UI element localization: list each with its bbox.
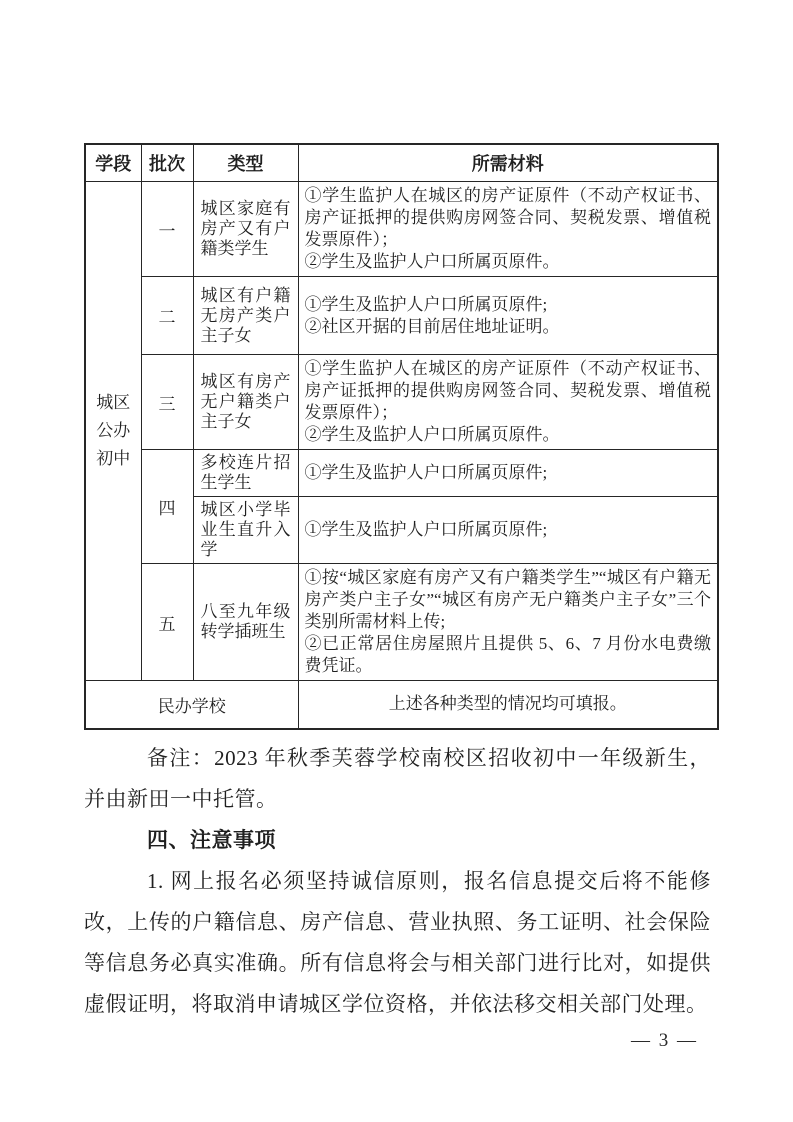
batch-cell: 三 — [141, 355, 193, 450]
material-item: ①学生及监护人户口所属页原件; — [304, 294, 548, 314]
material-item: ②学生及监护人户口所属页原件。 — [304, 425, 560, 444]
batch-cell: 二 — [141, 277, 193, 355]
batch-cell: 一 — [141, 182, 193, 277]
type-cell: 城区有户籍无房产类户主子女 — [193, 277, 298, 355]
materials-cell: 上述各种类型的情况均可填报。 — [298, 681, 718, 729]
page-number: — 3 — — [631, 1030, 698, 1051]
private-school-cell: 民办学校 — [85, 681, 298, 729]
materials-cell — [298, 564, 718, 681]
table-row — [85, 564, 718, 681]
type-cell: 多校连片招生学生 — [193, 450, 298, 497]
batch-cell: 四 — [141, 450, 193, 564]
materials-cell — [298, 450, 718, 497]
type-cell: 城区小学毕业生直升入学 — [193, 497, 298, 564]
material-item: ①学生及监护人户口所属页原件; — [304, 463, 548, 482]
material-item: ①学生监护人在城区的房产证原件（不动产权证书、房产证抵押的提供购房网签合同、契税发票、增值税发票原件）； — [304, 359, 711, 422]
table-row — [85, 277, 718, 355]
stage-cell: 城区公办初中 — [85, 182, 141, 681]
enrollment-requirements-table — [84, 143, 719, 730]
table-row — [85, 182, 718, 277]
batch-cell: 五 — [141, 564, 193, 681]
type-cell: 八至九年级转学插班生 — [193, 564, 298, 681]
material-item: ②学生及监护人户口所属页原件。 — [304, 252, 560, 271]
table-row — [85, 450, 718, 497]
table-row-private-school — [85, 681, 718, 729]
materials-cell — [298, 497, 718, 564]
material-item: ②社区开据的目前居住地址证明。 — [304, 316, 560, 336]
col-header-materials: 所需材料 — [298, 144, 718, 182]
col-header-batch: 批次 — [141, 144, 193, 182]
type-cell: 城区有房产无户籍类户主子女 — [193, 355, 298, 450]
table-row — [85, 355, 718, 450]
notice-item-1: 1. 网上报名必须坚持诚信原则，报名信息提交后将不能修改，上传的户籍信息、房产信息、营业执照、务工证明、社会保险等信息务必真实准确。所有信息将会与相关部门进行比对，如提供虚假证明，将取消申请城区学位资格，并依法移交相关部门处理。 — [84, 868, 711, 1016]
materials-cell — [298, 277, 718, 355]
material-item: ②已正常居住房屋照片且提供 5、6、7 月份水电费缴费凭证。 — [304, 634, 711, 675]
col-header-stage: 学段 — [85, 144, 141, 182]
page-content — [84, 143, 717, 1025]
table-header-row — [85, 144, 718, 182]
section-heading: 四、注意事项 — [147, 827, 276, 852]
notes-section — [84, 738, 711, 1025]
material-item: ①学生及监护人户口所属页原件; — [304, 520, 548, 539]
materials-cell — [298, 182, 718, 277]
material-item: ①按“城区家庭有房产又有户籍类学生”“城区有户籍无房产类户主子女”“城区有房产无户籍类户主子女”三个类别所需材料上传; — [304, 568, 711, 631]
remark-paragraph: 备注：2023 年秋季芙蓉学校南校区招收初中一年级新生，并由新田一中托管。 — [84, 745, 711, 811]
materials-cell — [298, 355, 718, 450]
col-header-type: 类型 — [193, 144, 298, 182]
type-cell: 城区家庭有房产又有户籍类学生 — [193, 182, 298, 277]
material-item: ①学生监护人在城区的房产证原件（不动产权证书、房产证抵押的提供购房网签合同、契税发票、增值税发票原件）； — [304, 186, 711, 249]
